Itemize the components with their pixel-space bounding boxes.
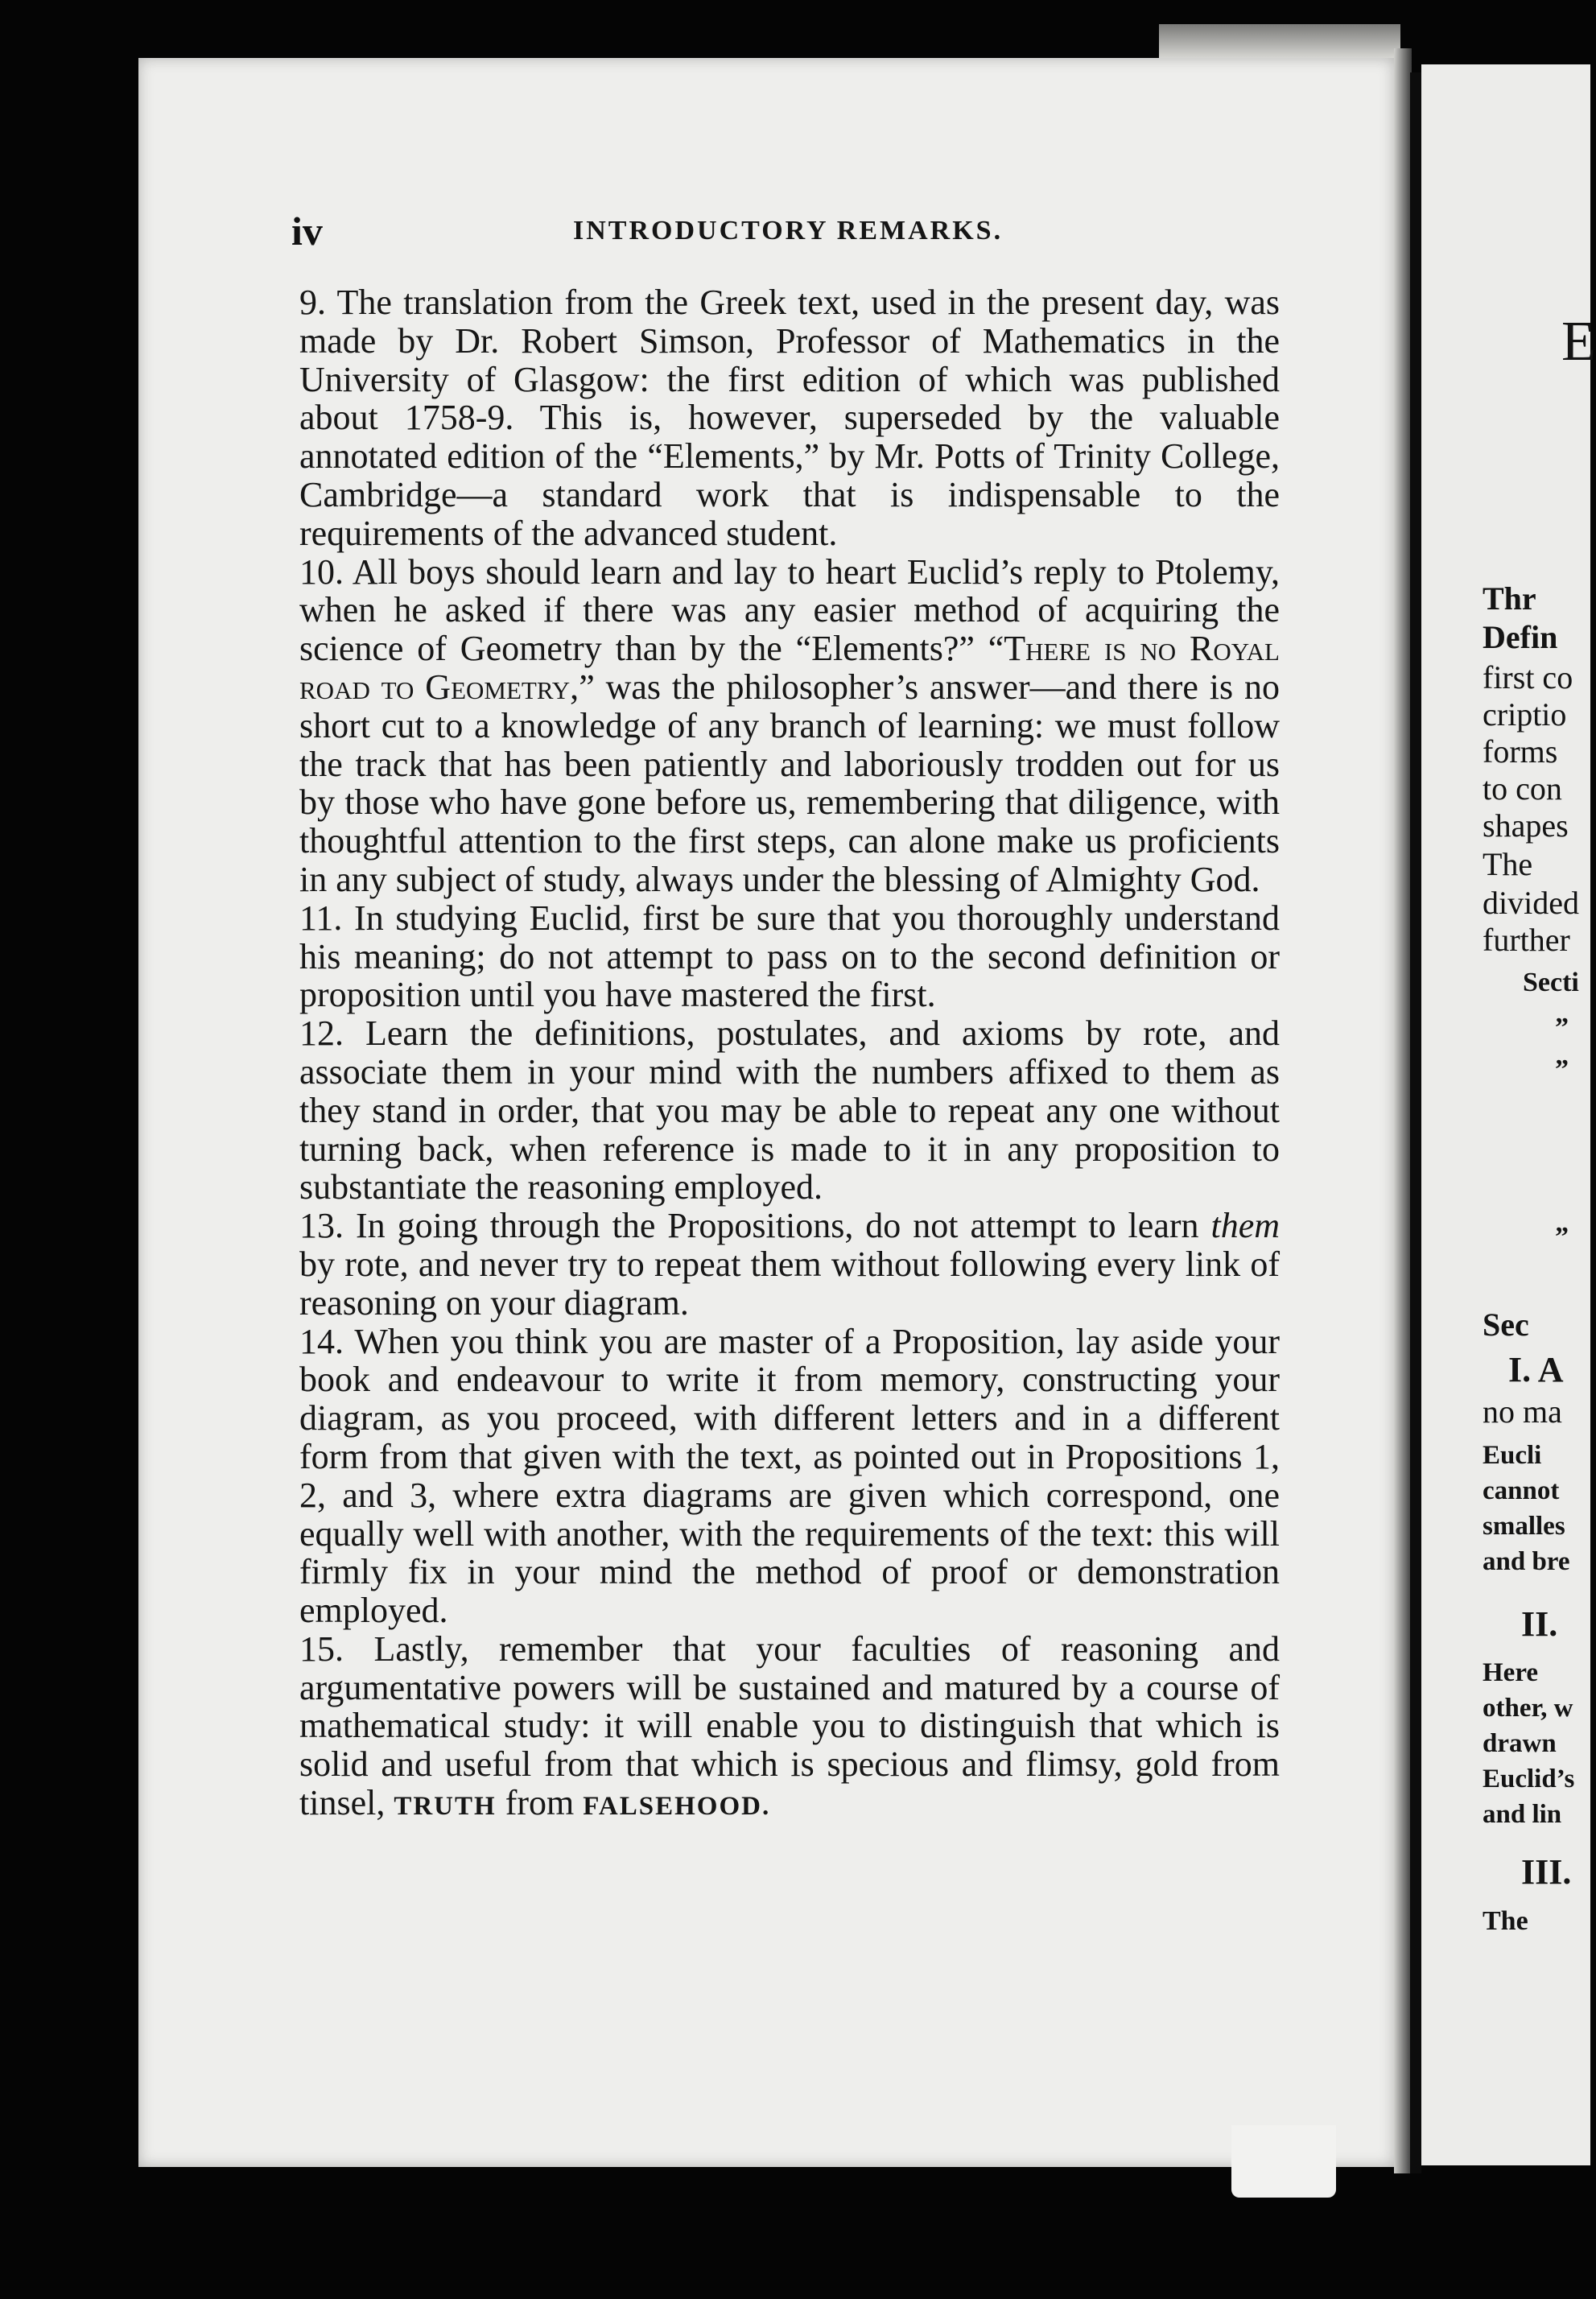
truth-word: TRUTH [394,1792,497,1822]
right-fragment: The [1483,1906,1528,1936]
right-fragment: divided [1483,885,1579,921]
right-fragment: II. [1521,1604,1558,1644]
right-fragment: Secti [1523,968,1579,997]
right-fragment: Sec [1483,1306,1529,1343]
paragraph-11: 11. In studying Euclid, first be sure that you thoroughly understand his meaning; do not attempt to pass on to the second definition or proposition until you have mastered the first. [299,898,1280,1015]
right-fragment: E [1561,311,1596,373]
paragraph-13-rest: by rote, and never try to repeat them without following every link of reasoning on your diagram. [299,1244,1280,1323]
right-fragment: first co [1483,659,1573,695]
right-fragment: ” [1555,1055,1569,1084]
right-fragment: shapes [1483,807,1569,844]
running-head: INTRODUCTORY REMARKS. [573,216,1004,246]
page-number: iv [291,208,323,254]
right-fragment: cannot [1483,1476,1560,1505]
right-fragment: smalles [1483,1512,1565,1541]
paragraph-10-text: 10. All boys should learn and lay to heart Euclid’s reply to Ptolemy, when he asked if there was any easier method of acquiring the science of Geometry than by the “Elements?” “ [299,551,1280,669]
paragraph-13 [299,1207,1280,1322]
right-fragment: I. A [1508,1350,1564,1389]
right-fragment: drawn [1483,1729,1557,1758]
right-fragment: criptio [1483,696,1567,733]
right-fragment: and lin [1483,1800,1562,1829]
paragraph-15 [299,1630,1280,1826]
body-text [299,283,1280,1826]
right-fragment: III. [1521,1852,1572,1892]
right-fragment: ” [1555,1013,1569,1042]
paragraph-10 [299,553,1280,899]
paragraph-14: 14. When you think you are master of a Proposition, lay aside your book and endeavour to write it from memory, constructing your diagram, as you proceed, with different letters and in a different form from that given with the text, as pointed out in Propositions 1, 2, and 3, where extra diagrams are given which correspond, one equally well with another, with the requirements of the text: this will firmly fix in your mind the method of proof or demonstration employed. [299,1321,1280,1631]
right-fragment: no ma [1483,1393,1562,1430]
page-top-edge [1159,24,1400,58]
right-fragment: Defin [1483,619,1558,655]
right-fragment: forms [1483,733,1558,770]
spine-shadow [1410,72,1421,2173]
page-header [291,208,1338,256]
right-fragment: to con [1483,770,1562,807]
paragraph-13-text: 13. In going through the Propositions, do not attempt to learn [299,1206,1211,1246]
right-fragment: other, w [1483,1694,1573,1723]
right-page [1421,64,1590,2165]
paragraph-13-emphasis: them [1210,1206,1280,1246]
right-fragment: further [1483,922,1570,958]
right-fragment: Eucli [1483,1441,1542,1470]
paragraph-15-text: 15. Lastly, remember that your faculties of reasoning and argumentative powers will be sustained and matured by a course of mathematical study: it will enable you to distinguish that which is solid and useful from that which is specious and flimsy, gold from tinsel, [299,1628,1280,1823]
right-fragment: Euclid’s [1483,1764,1575,1793]
paragraph-15-from: from [496,1783,584,1823]
falsehood-word: FALSEHOOD. [583,1792,771,1822]
right-fragment: ” [1555,1222,1569,1252]
paragraph-9: 9. The translation from the Greek text, used in the present day, was made by Dr. Robert Simson, Professor of Mathematics in the University of Glasgow: the first edition of which was published about 1758-9. This is, however, superseded by the valuable annotated edition of the “Elements,” by Mr. Potts of Trinity College, Cambridge—a standard work that is indispensable to the requirements of the advanced student. [299,283,1280,553]
right-fragment: and bre [1483,1547,1570,1576]
paragraph-12: 12. Learn the definitions, postulates, and axioms by rote, and associate them in your mind with the numbers affixed to them as they stand in order, that you may be able to repeat any one without turning back, when reference is made to it in any proposition to substantiate the reasoning employed. [299,1013,1280,1207]
right-fragment: Thr [1483,580,1536,617]
royal-road-quote: There is no Royal road to Geometry, [299,629,1280,707]
paragraph-10-rest: ” was the philosopher’s answer—and there is no short cut to a knowledge of any branch of learning: we must follow the track that has been patiently and laboriously trodden out for us by those who have gone before us, remembering that diligence, with thoughtful attention to the first steps, can alone make us proficients in any subject of study, always under the blessing of Almighty God. [299,667,1280,899]
page-bottom-tab [1231,2125,1336,2198]
book-binding [1394,48,1412,2173]
right-fragment: Here [1483,1658,1539,1687]
right-fragment: The [1483,846,1533,882]
